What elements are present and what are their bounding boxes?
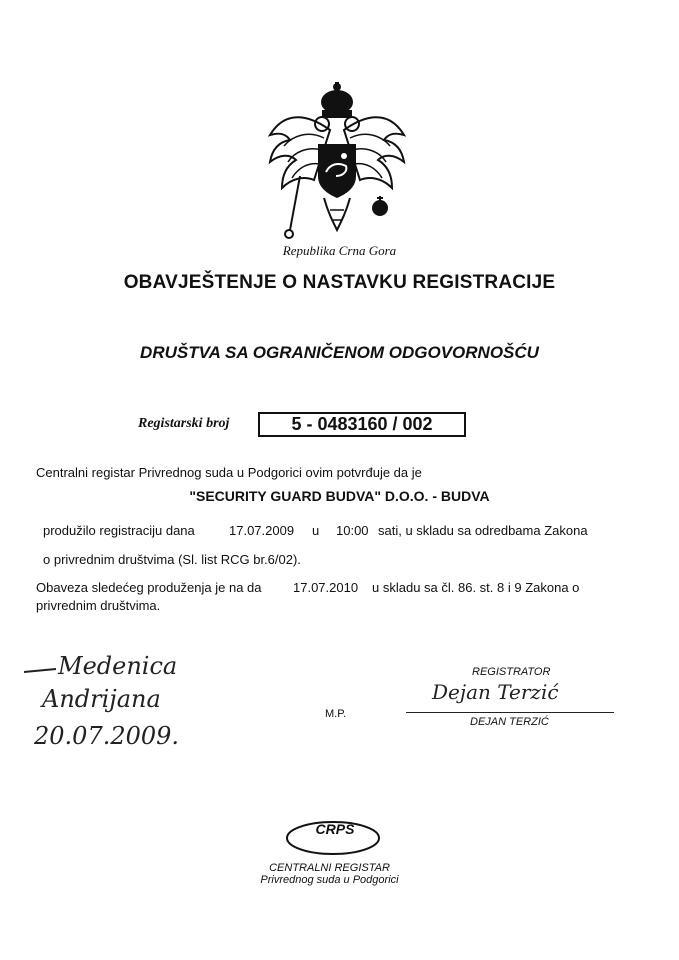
stamp-place-label: M.P. bbox=[325, 708, 347, 720]
registration-number: 5 - 0483160 / 002 bbox=[258, 412, 466, 437]
footer-registry-name: CENTRALNI REGISTAR bbox=[269, 862, 390, 874]
registrator-name: DEJAN TERZIĆ bbox=[470, 716, 549, 728]
handwritten-date: 20.07.2009. bbox=[34, 722, 180, 750]
signature-line bbox=[406, 712, 614, 713]
renewal-text: produžilo registraciju dana bbox=[43, 523, 195, 538]
footer-court-name: Privrednog suda u Podgorici bbox=[260, 874, 399, 886]
dash-mark bbox=[22, 660, 62, 680]
handwritten-surname: Medenica bbox=[58, 652, 178, 680]
renewal-time: 10:00 bbox=[336, 523, 369, 538]
coat-of-arms-emblem bbox=[262, 80, 412, 245]
handwritten-firstname: Andrijana bbox=[42, 685, 161, 713]
crps-logo-text: CRPS bbox=[315, 821, 355, 837]
next-renewal-law-text: u skladu sa čl. 86. st. 8 i 9 Zakona o bbox=[372, 580, 580, 595]
companies-text: privrednim društvima. bbox=[36, 598, 161, 613]
renewal-at-text: u bbox=[312, 523, 320, 538]
registration-label: Registarski broj bbox=[138, 416, 230, 431]
law-reference-text: o privrednim društvima (Sl. list RCG br.6/02). bbox=[43, 552, 301, 567]
next-renewal-date: 17.07.2010 bbox=[293, 580, 359, 595]
next-renewal-text: Obaveza sledećeg produženja je na da bbox=[36, 580, 262, 595]
document-title: OBAVJEŠTENJE O NASTAVKU REGISTRACIJE bbox=[123, 272, 556, 293]
document-subtitle: DRUŠTVA SA OGRANIČENOM ODGOVORNOŠĆU bbox=[140, 343, 539, 362]
company-name: "SECURITY GUARD BUDVA" D.O.O. - BUDVA bbox=[189, 488, 490, 504]
renewal-date: 17.07.2009 bbox=[229, 523, 295, 538]
republic-caption: Republika Crna Gora bbox=[282, 243, 397, 258]
crps-logo-icon bbox=[283, 812, 383, 862]
renewal-law-text: sati, u skladu sa odredbama Zakona bbox=[378, 523, 588, 538]
registrator-label: REGISTRATOR bbox=[472, 666, 551, 678]
signature-scribble: Dejan Terzić bbox=[432, 680, 559, 704]
intro-text: Centralni registar Privrednog suda u Podgorici ovim potvrđuje da je bbox=[36, 465, 422, 480]
